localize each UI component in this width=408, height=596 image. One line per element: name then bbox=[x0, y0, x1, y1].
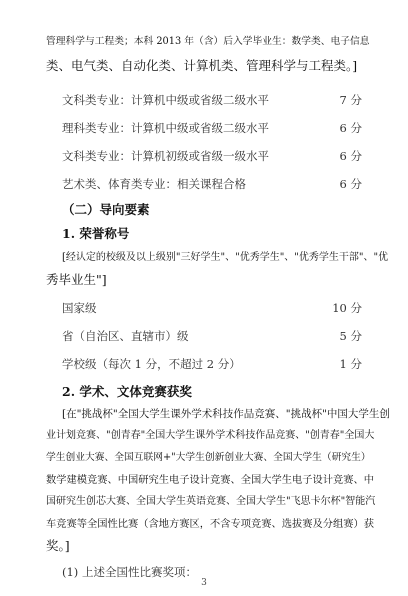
page-number: 3 bbox=[201, 578, 207, 588]
computer-level-row bbox=[62, 92, 362, 108]
competition-line: 学生创业大赛、全国互联网+"大学生创新创业大赛、全国大学生（研究生） bbox=[46, 452, 371, 463]
intro-line-2: 类、电气类、自动化类、计算机类、管理科学与工程类。] bbox=[46, 58, 358, 73]
competition-line: 国研究生创芯大赛、全国大学生英语竞赛、全国大学生"飞思卡尔杯"智能汽 bbox=[46, 496, 376, 507]
honor-title: 1. 荣誉称号 bbox=[62, 226, 130, 241]
computer-level-row bbox=[62, 148, 362, 164]
computer-level-text: 文科类专业：计算机初级或省级一级水平 bbox=[62, 149, 269, 163]
competition-line: 数学建模竞赛、中国研究生电子设计竞赛、全国大学生电子设计竞赛、中 bbox=[46, 474, 375, 486]
honor-level-row bbox=[62, 328, 362, 344]
computer-level-text: 艺术类、体育类专业：相关课程合格 bbox=[62, 177, 246, 191]
competition-line: 车竞赛等全国性比赛（含地方赛区，不含专项竞赛、选拔赛及分组赛）获 bbox=[46, 518, 375, 530]
computer-level-row bbox=[62, 120, 362, 136]
honor-desc-line-2: 秀毕业生"] bbox=[46, 272, 107, 287]
honor-level-text: 学校级（每次 1 分，不超过 2 分） bbox=[62, 357, 241, 371]
competition-line: 奖。] bbox=[46, 538, 70, 553]
computer-level-score: 6 分 bbox=[339, 121, 362, 135]
computer-level-score: 6 分 bbox=[339, 149, 362, 163]
computer-level-text: 文科类专业：计算机中级或省级二级水平 bbox=[62, 93, 269, 107]
honor-desc-line-1: [经认定的校级及以上级别"三好学生"、"优秀学生"、"优秀学生干部"、"优 bbox=[62, 252, 389, 263]
honor-level-text: 国家级 bbox=[62, 301, 97, 315]
honor-level-row bbox=[62, 356, 362, 372]
computer-level-row bbox=[62, 176, 362, 192]
honor-level-score: 5 分 bbox=[339, 329, 362, 343]
honor-level-text: 省（自治区、直辖市）级 bbox=[62, 329, 189, 343]
computer-level-text: 理科类专业：计算机中级或省级二级水平 bbox=[62, 121, 269, 135]
computer-level-score: 7 分 bbox=[339, 93, 362, 107]
honor-level-row bbox=[62, 300, 362, 316]
section-heading: （二）导向要素 bbox=[62, 202, 150, 217]
computer-level-score: 6 分 bbox=[339, 177, 362, 191]
honor-level-score: 10 分 bbox=[332, 301, 362, 315]
competition-title: 2. 学术、文体竞赛获奖 bbox=[62, 384, 192, 399]
competition-line: 业计划竞赛、"创青春"全国大学生课外学术科技作品竞赛、"创青春"全国大 bbox=[46, 430, 375, 441]
competition-line: [在"挑战杯"全国大学生课外学术科技作品竞赛、"挑战杯"中国大学生创 bbox=[62, 408, 390, 420]
honor-level-score: 1 分 bbox=[339, 357, 362, 371]
intro-line-1: 管理科学与工程类；本科 2013 年（含）后入学毕业生：数学类、电子信息 bbox=[46, 36, 370, 47]
competition-note: (1) 上述全国性比赛奖项： bbox=[62, 565, 197, 579]
